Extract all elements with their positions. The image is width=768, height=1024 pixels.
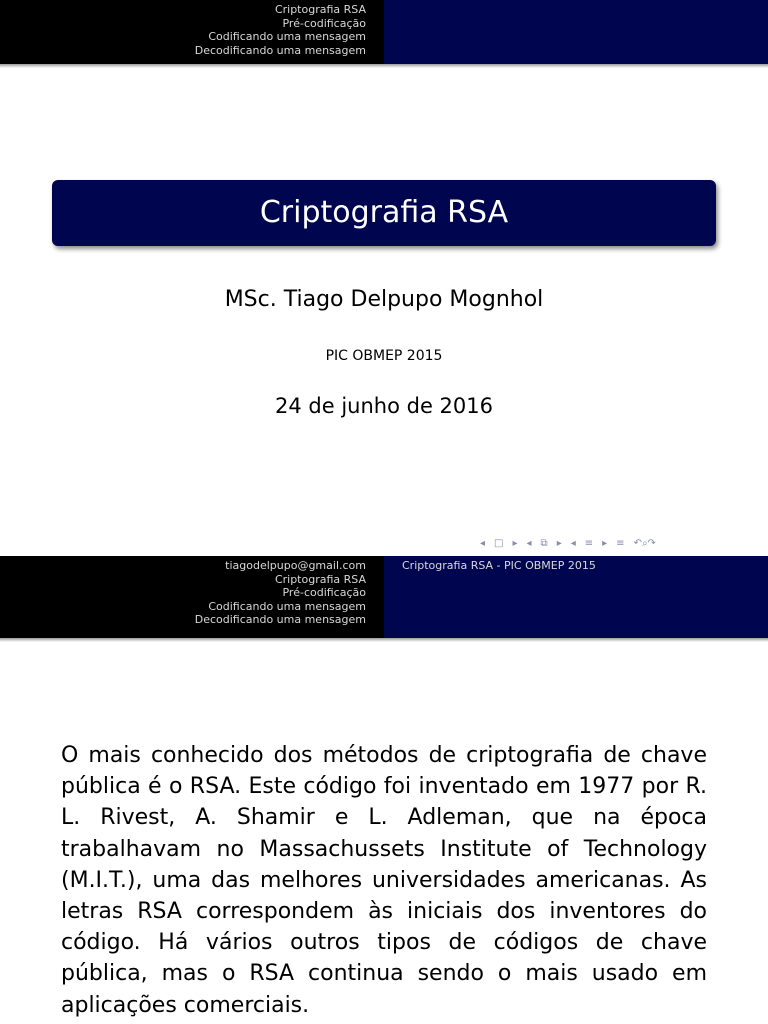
headline-shadow [0,638,768,642]
nav-align-icon[interactable]: ≡ [616,537,625,549]
email: tiagodelpupo@gmail.com [225,559,366,572]
nav-prev-subsection-icon[interactable]: ◂ [526,537,532,549]
section-link-codificando[interactable]: Codificando uma mensagem [208,30,366,43]
slide1-headline [0,0,768,64]
slide1-headline-right [384,0,768,64]
slide1-headline-sections [0,0,384,64]
nav-subsection-icon[interactable]: ⧉ [540,537,548,549]
slide2-headline-sections [0,556,384,638]
section-link-criptografia[interactable]: Criptografia RSA [274,572,366,586]
title-box [52,180,716,246]
section-link-precodificacao[interactable]: Pré-codificação [282,16,366,30]
presentation-title: Criptografia RSA - PIC OBMEP 2015 [402,559,596,572]
headline-shadow [0,64,768,68]
section-link-precodificacao[interactable]: Pré-codificação [282,586,366,599]
nav-frame-icon[interactable]: □ [494,537,504,549]
section-link-codificando[interactable]: Codificando uma mensagem [208,599,366,613]
nav-section-icon[interactable]: ≡ [584,537,594,549]
section-link-decodificando[interactable]: Decodificando uma mensagem [194,613,366,626]
date: 24 de junho de 2016 [275,394,493,418]
section-link-decodificando[interactable]: Decodificando uma mensagem [194,43,366,57]
section-link-criptografia[interactable]: Criptografia RSA [274,3,366,16]
nav-next-section-icon[interactable]: ▸ [602,537,608,549]
slide2-footer-title [384,556,768,638]
navigation-symbols [480,535,765,551]
nav-search-icon[interactable]: ↶⌕↷ [633,537,656,549]
nav-next-subsection-icon[interactable]: ▸ [556,537,562,549]
nav-prev-frame-icon[interactable]: ◂ [480,537,486,549]
body-paragraph: O mais conhecido dos métodos de criptografia de chave pública é o RSA. Este código foi inventado em 1977 por R. L. Rivest, A. Shamir e L. Adleman, que na época trabalhavam no Massachussets Institute of Technology (M.I.T.), uma das melhores universidades americanas. As letras RSA correspondem às iniciais dos inventores do código. Há vários outros tipos de códigos de chave pública, mas o RSA continua sendo o mais usado em aplicações comerciais. [61,743,707,1018]
slide2-headline [0,556,768,638]
institute: PIC OBMEP 2015 [325,348,443,364]
author: MSc. Tiago Delpupo Mognhol [224,287,544,312]
nav-prev-section-icon[interactable]: ◂ [570,537,576,549]
slide-title: Criptografia RSA [259,195,509,230]
nav-next-frame-icon[interactable]: ▸ [512,537,518,549]
